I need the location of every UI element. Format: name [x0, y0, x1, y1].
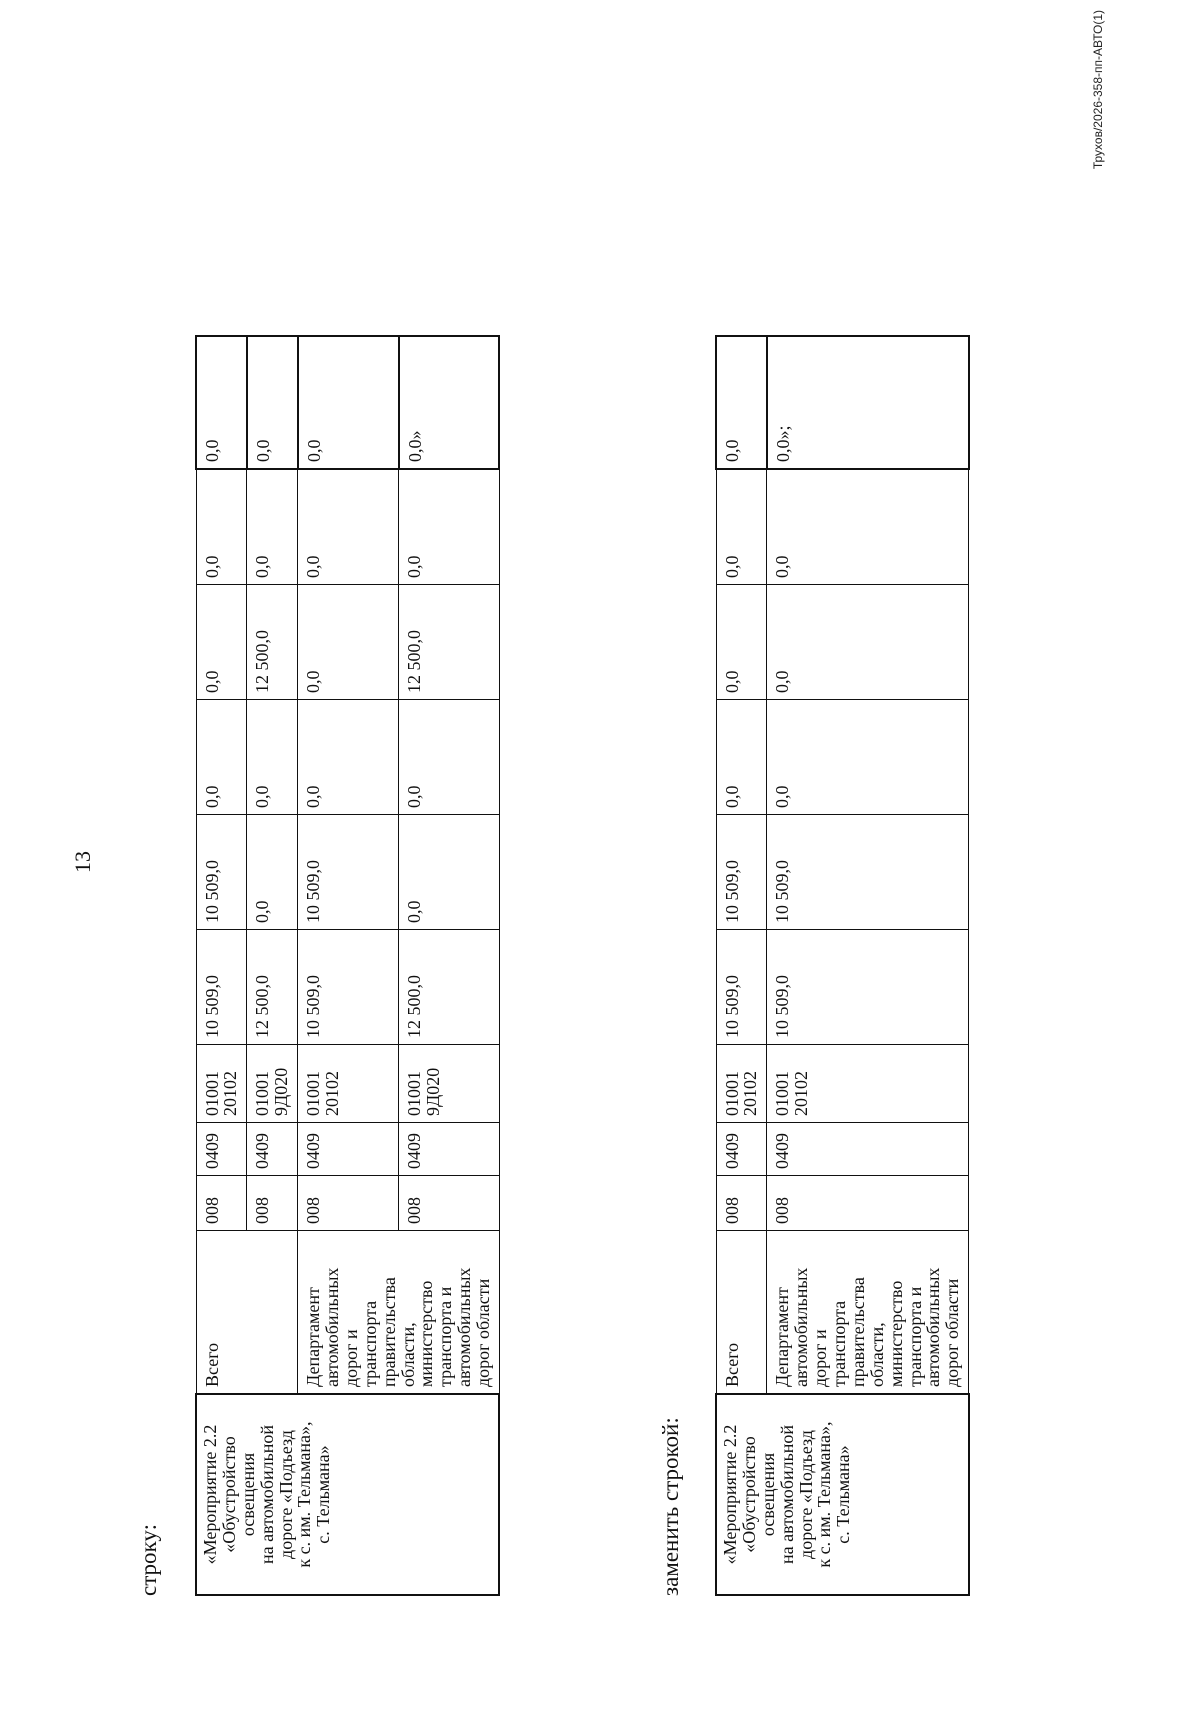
name-line: на автомобильной — [256, 1424, 277, 1565]
value-cell: 10 509,0 — [716, 930, 767, 1045]
name-line: дороге «Подъезд — [795, 1430, 816, 1559]
value-cell: 10 509,0 — [298, 815, 399, 930]
section-cell: 0409 — [247, 1123, 298, 1176]
document-footer: Трухов/2026-358-пп-АВТО(1) — [1091, 10, 1105, 170]
section-cell: 0409 — [399, 1123, 500, 1176]
name-line: «Мероприятие 2.2 — [200, 1424, 220, 1565]
value-cell: 0,0 — [298, 469, 399, 585]
value-cell: 10 509,0 — [298, 930, 399, 1045]
value-cell: 0,0 — [247, 700, 298, 815]
value-cell: 0,0 — [247, 336, 298, 469]
section-cell: 0409 — [767, 1123, 969, 1176]
name-line: с. Тельмана» — [313, 1445, 334, 1544]
responsible-cell: Всего — [196, 1231, 298, 1395]
code-cell: 008 — [767, 1176, 969, 1231]
value-cell: 0,0 — [196, 336, 247, 469]
value-cell: 12 500,0 — [247, 585, 298, 700]
section-cell: 0409 — [196, 1123, 247, 1176]
new-budget-table — [715, 335, 970, 1596]
code-cell: 008 — [196, 1176, 247, 1231]
responsible-cell: Департамент автомобильных дорог и транспорта правительства области, министерство транспорта и автомобильных дорог области — [298, 1231, 500, 1395]
target-article-cell: 01001 20102 — [716, 1045, 767, 1123]
target-article-cell: 01001 9Д020 — [247, 1045, 298, 1123]
value-cell: 0,0 — [399, 815, 500, 930]
value-cell: 0,0»; — [767, 336, 969, 469]
value-cell: 0,0 — [716, 336, 767, 469]
target-article-cell: 01001 20102 — [298, 1045, 399, 1123]
value-cell: 0,0 — [196, 700, 247, 815]
target-article-cell: 01001 20102 — [767, 1045, 969, 1123]
value-cell: 0,0 — [399, 469, 500, 585]
table-row — [196, 336, 247, 1595]
measure-name-cell — [196, 1394, 499, 1595]
value-cell: 10 509,0 — [767, 930, 969, 1045]
value-cell: 12 500,0 — [247, 930, 298, 1045]
old-budget-table — [195, 335, 500, 1596]
value-cell: 0,0 — [716, 585, 767, 700]
name-line: к с. им. Тельмана», — [294, 1421, 315, 1568]
name-line: освещения — [757, 1452, 778, 1537]
old-row-label: строку: — [136, 1524, 161, 1596]
value-cell: 0,0 — [247, 815, 298, 930]
page-number: 13 — [70, 851, 95, 873]
value-cell: 0,0 — [716, 469, 767, 585]
code-cell: 008 — [247, 1176, 298, 1231]
value-cell: 0,0» — [399, 336, 500, 469]
target-article-cell: 01001 20102 — [196, 1045, 247, 1123]
value-cell: 12 500,0 — [399, 930, 500, 1045]
measure-name-cell — [716, 1394, 969, 1595]
name-line: дороге «Подъезд — [275, 1430, 296, 1559]
section-cell: 0409 — [716, 1123, 767, 1176]
value-cell: 0,0 — [767, 469, 969, 585]
value-cell: 10 509,0 — [196, 930, 247, 1045]
target-article-cell: 01001 9Д020 — [399, 1045, 500, 1123]
value-cell: 0,0 — [399, 700, 500, 815]
table-row — [716, 336, 767, 1595]
responsible-cell: Всего — [716, 1231, 767, 1395]
name-line: с. Тельмана» — [833, 1445, 854, 1544]
value-cell: 0,0 — [767, 585, 969, 700]
new-row-label: заменить строкой: — [658, 1417, 683, 1596]
value-cell: 0,0 — [298, 336, 399, 469]
code-cell: 008 — [399, 1176, 500, 1231]
name-line: «Мероприятие 2.2 — [720, 1424, 740, 1565]
section-cell: 0409 — [298, 1123, 399, 1176]
value-cell: 0,0 — [196, 469, 247, 585]
value-cell: 10 509,0 — [767, 815, 969, 930]
value-cell: 10 509,0 — [716, 815, 767, 930]
code-cell: 008 — [716, 1176, 767, 1231]
name-line: на автомобильной — [776, 1424, 797, 1565]
value-cell: 0,0 — [716, 700, 767, 815]
value-cell: 0,0 — [196, 585, 247, 700]
name-line: к с. им. Тельмана», — [814, 1421, 835, 1568]
value-cell: 12 500,0 — [399, 585, 500, 700]
responsible-cell: Департамент автомобильных дорог и транспорта правительства области, министерство транспорта и автомобильных дорог области — [767, 1231, 969, 1395]
name-line: «Обустройство — [738, 1436, 759, 1553]
name-line: «Обустройство — [218, 1436, 239, 1553]
value-cell: 0,0 — [767, 700, 969, 815]
value-cell: 10 509,0 — [196, 815, 247, 930]
code-cell: 008 — [298, 1176, 399, 1231]
value-cell: 0,0 — [298, 585, 399, 700]
value-cell: 0,0 — [247, 469, 298, 585]
name-line: освещения — [237, 1452, 258, 1537]
value-cell: 0,0 — [298, 700, 399, 815]
